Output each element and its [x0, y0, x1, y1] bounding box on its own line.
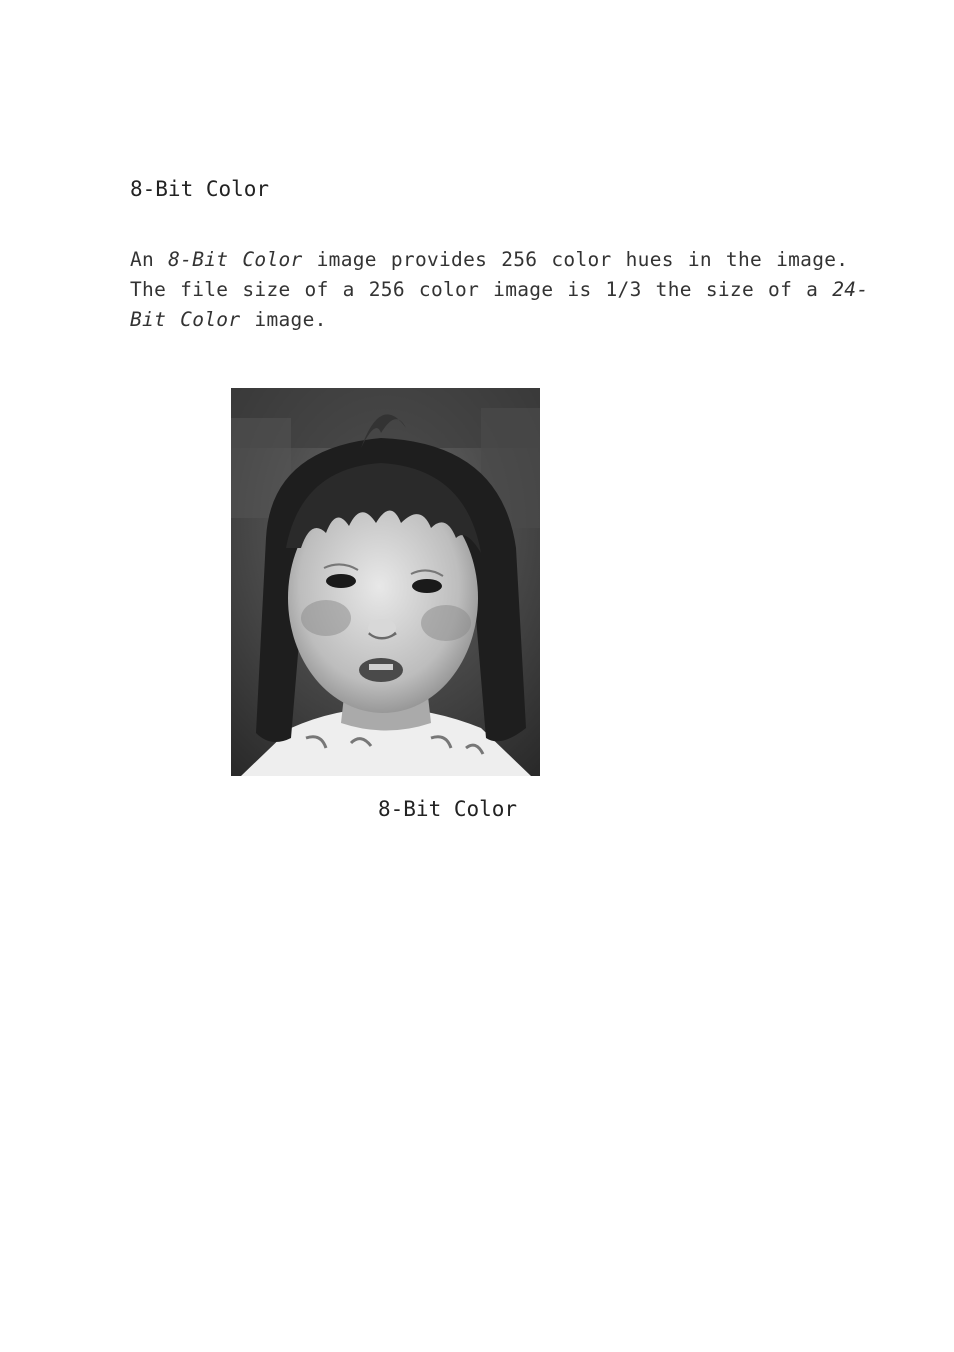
emphasis-text: Bit Color [130, 308, 241, 331]
paragraph-line [130, 305, 810, 335]
text-run: image. [240, 308, 327, 331]
section-heading: 8-Bit Color [130, 177, 270, 201]
text-run: The file size of a 256 color image is 1/3 the size of a [130, 278, 833, 301]
paragraph-line [130, 245, 849, 275]
body-paragraph [130, 245, 869, 335]
paragraph-line [130, 275, 869, 305]
text-run: An [130, 248, 169, 271]
emphasis-text: 8-Bit Color [168, 248, 303, 271]
emphasis-text: 24- [832, 278, 869, 301]
text-run: image provides 256 color hues in the image. [302, 248, 849, 271]
child-portrait-photo [231, 388, 540, 776]
figure-caption: 8-Bit Color [378, 797, 518, 821]
